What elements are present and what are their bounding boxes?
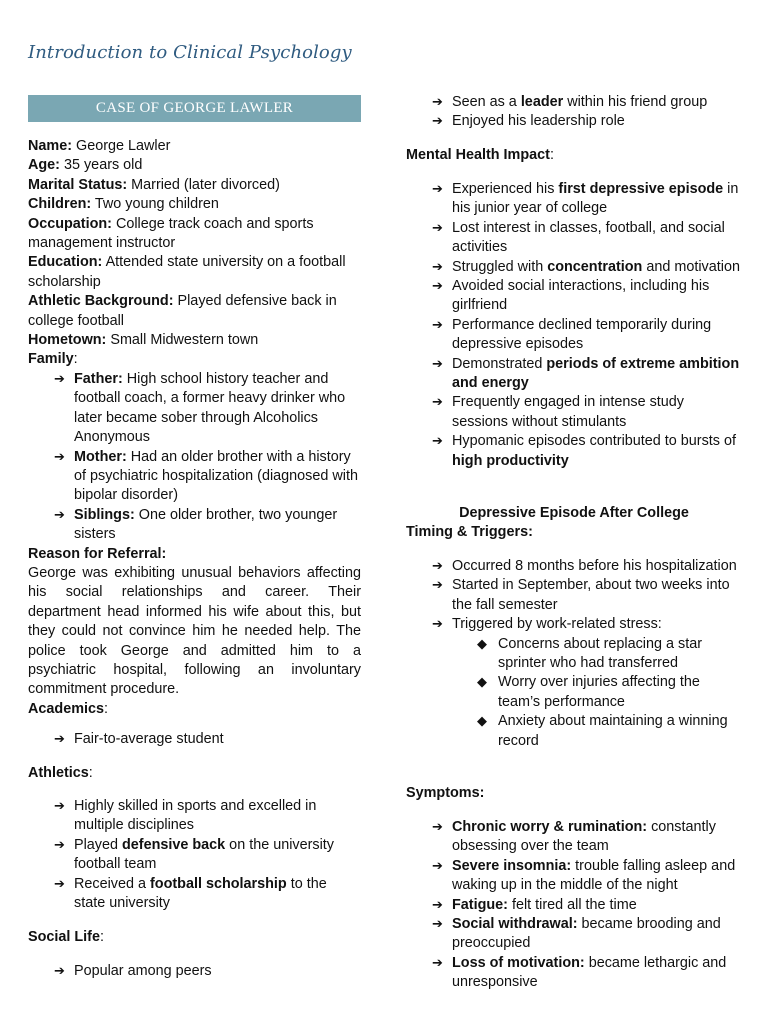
mental-health-item: ➔ Frequently engaged in intense study sessions without stimulants bbox=[406, 393, 742, 432]
symptom-item: ➔ Chronic worry & rumination: constantly obsessing over the team bbox=[406, 818, 742, 857]
academics-heading: Academics: bbox=[28, 700, 108, 717]
social-life-section-right bbox=[406, 93, 742, 132]
profile-education: Education: Attended state university on a football scholarship bbox=[28, 254, 346, 290]
case-banner: CASE OF GEORGE LAWLER bbox=[28, 95, 361, 122]
social-life-list bbox=[28, 962, 361, 981]
mental-health-list bbox=[406, 180, 742, 471]
family-item-mother: ➔ Mother: Had an older brother with a history of psychiatric hospitalization (diagnosed with bipolar disorder) bbox=[28, 448, 361, 506]
timing-item: ➔ Triggered by work-related stress: bbox=[406, 615, 742, 634]
athletics-heading: Athletics: bbox=[28, 765, 93, 781]
social-life-heading: Social Life: bbox=[28, 929, 104, 945]
mental-health-item: ➔ Struggled with concentration and motivation bbox=[406, 258, 742, 277]
referral-text: George was exhibiting unusual behaviors affecting his social relationships and career. Their department head informed his wife about this, but they could not convince him he needed help. The police took George and admitted him to a psychiatric hospital, following an involuntary commitment procedure. bbox=[28, 564, 361, 698]
social-life-section-left bbox=[28, 962, 361, 981]
mental-health-item: ➔ Lost interest in classes, football, and social activities bbox=[406, 219, 742, 258]
depressive-episode-title: Depressive Episode After College bbox=[459, 505, 689, 521]
symptom-item: ➔ Fatigue: felt tired all the time bbox=[406, 896, 742, 915]
social-life-item: ➔ Seen as a leader within his friend group bbox=[406, 93, 742, 112]
timing-item: ➔ Occurred 8 months before his hospitalization bbox=[406, 557, 742, 576]
family-item-father: ➔ Father: High school history teacher and football coach, a former heavy drinker who later became sober through Alcoholics Anonymous bbox=[28, 370, 361, 448]
mental-health-item: ➔ Hypomanic episodes contributed to bursts of high productivity bbox=[406, 432, 742, 471]
symptoms-section bbox=[406, 818, 742, 993]
timing-item: ➔ Started in September, about two weeks into the fall semester bbox=[406, 576, 742, 615]
athletics-section bbox=[28, 797, 361, 913]
academics-item: ➔ Fair-to-average student bbox=[28, 730, 361, 749]
athletics-item: ➔ Highly skilled in sports and excelled in multiple disciplines bbox=[28, 797, 361, 836]
profile-hometown: Hometown: Small Midwestern town bbox=[28, 332, 259, 349]
social-life-list-continued bbox=[406, 93, 742, 132]
profile-section bbox=[28, 137, 361, 719]
academics-section bbox=[28, 730, 361, 749]
profile-occupation: Occupation: College track coach and sports management instructor bbox=[28, 215, 314, 252]
family-item-siblings: ➔ Siblings: One older brother, two younger sisters bbox=[28, 506, 361, 545]
profile-children: Children: Two young children bbox=[28, 196, 219, 213]
social-life-item: ➔ Enjoyed his leadership role bbox=[406, 112, 742, 131]
symptom-item: ➔ Loss of motivation: became lethargic and unresponsive bbox=[406, 954, 742, 993]
academics-list bbox=[28, 730, 361, 749]
trigger-sub-item: ◆ Worry over injuries affecting the team’s performance bbox=[406, 673, 742, 712]
trigger-sub-item: ◆ Concerns about replacing a star sprinter who had transferred bbox=[406, 635, 742, 674]
mental-health-item: ➔ Performance declined temporarily during depressive episodes bbox=[406, 316, 742, 355]
symptoms-list bbox=[406, 818, 742, 993]
mental-health-item: ➔ Avoided social interactions, including his girlfriend bbox=[406, 277, 742, 316]
profile-athletic-background: Athletic Background: Played defensive back in college football bbox=[28, 293, 337, 329]
social-life-item: ➔ Popular among peers bbox=[28, 962, 361, 981]
timing-triggers-section bbox=[406, 557, 742, 751]
profile-age: Age: 35 years old bbox=[28, 157, 143, 174]
symptom-item: ➔ Social withdrawal: became brooding and preoccupied bbox=[406, 915, 742, 954]
mental-health-heading: Mental Health Impact: bbox=[406, 147, 554, 163]
symptom-item: ➔ Severe insomnia: trouble falling asleep and waking up in the middle of the night bbox=[406, 857, 742, 896]
symptoms-heading: Symptoms: bbox=[406, 785, 485, 801]
page-title: Introduction to Clinical Psychology bbox=[28, 42, 352, 63]
profile-marital-status: Marital Status: Married (later divorced) bbox=[28, 176, 280, 193]
family-list bbox=[28, 370, 361, 545]
timing-triggers-list bbox=[406, 557, 742, 751]
mental-health-item: ➔ Experienced his first depressive episode in his junior year of college bbox=[406, 180, 742, 219]
athletics-list bbox=[28, 797, 361, 913]
athletics-item: ➔ Received a football scholarship to the state university bbox=[28, 875, 361, 914]
mental-health-section bbox=[406, 180, 742, 471]
mental-health-item: ➔ Demonstrated periods of extreme ambition and energy bbox=[406, 355, 742, 394]
family-heading: Family: bbox=[28, 351, 78, 368]
referral-heading: Reason for Referral: bbox=[28, 545, 167, 562]
timing-triggers-heading: Timing & Triggers: bbox=[406, 524, 533, 540]
trigger-sub-item: ◆ Anxiety about maintaining a winning record bbox=[406, 712, 742, 751]
profile-name: Name: George Lawler bbox=[28, 138, 171, 154]
athletics-item: ➔ Played defensive back on the university football team bbox=[28, 836, 361, 875]
